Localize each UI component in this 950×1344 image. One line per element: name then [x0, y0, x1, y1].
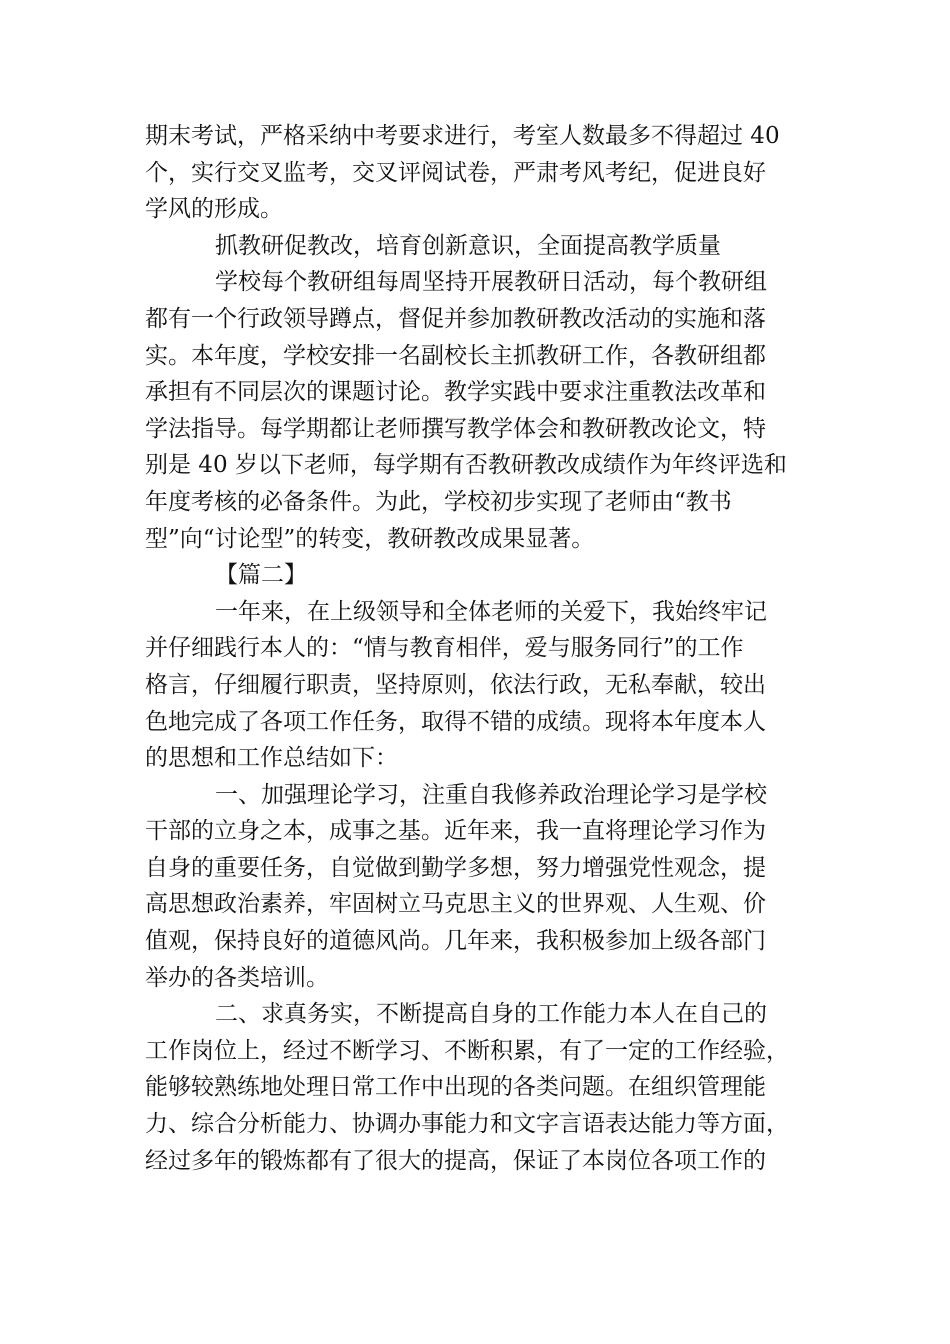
text-line: 承担有不同层次的课题讨论。教学实践中要求注重教法改革和 [145, 379, 766, 406]
text-line: 工作岗位上，经过不断学习、不断积累，有了一定的工作经验， [145, 1037, 789, 1064]
paragraph [145, 594, 805, 777]
paragraph [145, 557, 805, 594]
text-line: 型”向“讨论型”的转变，教研教改成果显著。 [145, 525, 595, 552]
document-body [145, 118, 805, 1179]
text-line: 都有一个行政领导蹲点，督促并参加教研教改活动的实施和落 [145, 305, 766, 332]
text-line: 一年来，在上级领导和全体老师的关爱下，我始终牢记 [215, 598, 767, 625]
text-line: 色地完成了各项工作任务，取得不错的成绩。现将本年度本人 [145, 708, 766, 735]
text-line: 格言，仔细履行职责，坚持原则，依法行政，无私奉献，较出 [145, 671, 766, 698]
text-line: 期末考试，严格采纳中考要求进行，考室人数最多不得超过 40 [145, 123, 780, 149]
text-line: 实。本年度，学校安排一名副校长主抓教研工作，各教研组都 [145, 342, 766, 369]
text-line: 高思想政治素养，牢固树立马克思主义的世界观、人生观、价 [145, 891, 766, 918]
text-line: 学法指导。每学期都让老师撰写教学体会和教研教改论文，特 [145, 415, 766, 442]
text-line: 个，实行交叉监考，交叉评阅试卷，严肃考风考纪，促进良好 [145, 159, 766, 186]
text-line: 经过多年的锻炼都有了很大的提高，保证了本岗位各项工作的 [145, 1147, 766, 1174]
text-line: 抓教研促教改，培育创新意识，全面提高教学质量 [215, 232, 721, 259]
paragraph [145, 118, 805, 228]
text-line: 二、求真务实，不断提高自身的工作能力本人在自己的 [215, 1001, 767, 1028]
text-line: 一、加强理论学习，注重自我修养政治理论学习是学校 [215, 781, 767, 808]
text-line: 学校每个教研组每周坚持开展教研日活动，每个教研组 [215, 269, 767, 296]
text-line: 值观，保持良好的道德风尚。几年来，我积极参加上级各部门 [145, 928, 766, 955]
text-line: 学风的形成。 [145, 196, 283, 223]
text-line: 年度考核的必备条件。为此，学校初步实现了老师由“教书 [145, 488, 732, 515]
text-line: 举办的各类培训。 [145, 964, 329, 991]
text-line: 力、综合分析能力、协调办事能力和文字言语表达能力等方面， [145, 1111, 789, 1138]
paragraph [145, 228, 805, 265]
text-line: 别是 40 岁以下老师，每学期有否教研教改成绩作为年终评选和 [145, 452, 787, 479]
text-line: 的思想和工作总结如下： [145, 745, 398, 772]
paragraph [145, 264, 805, 557]
text-line: 自身的重要任务，自觉做到勤学多想，努力增强党性观念，提 [145, 854, 766, 881]
paragraph [145, 777, 805, 997]
text-line: 干部的立身之本，成事之基。近年来，我一直将理论学习作为 [145, 818, 766, 845]
text-line: 【篇二】 [215, 562, 307, 589]
text-line: 能够较熟练地处理日常工作中出现的各类问题。在组织管理能 [145, 1074, 766, 1101]
text-line: 并仔细践行本人的：“情与教育相伴，爱与服务同行”的工作 [145, 635, 744, 662]
paragraph [145, 996, 805, 1179]
